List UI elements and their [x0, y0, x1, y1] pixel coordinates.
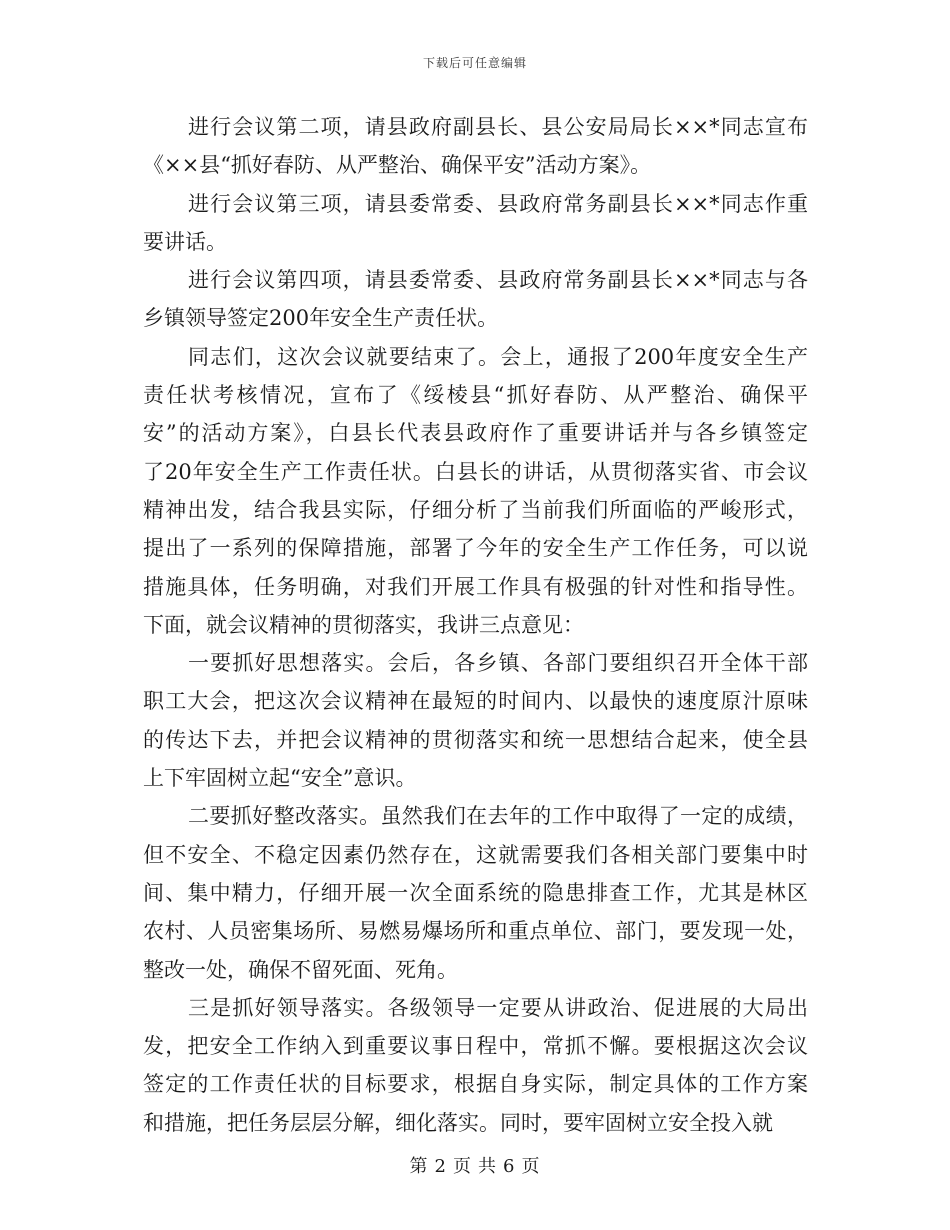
text-line: 间、集中精力，仔细开展一次全面系统的隐患排查工作，尤其是林区 — [143, 880, 808, 905]
text-line: 了20年安全生产工作责任状。白县长的讲话，从贯彻落实省、市会议 — [143, 459, 808, 484]
text-line: 精神出发，结合我县实际，仔细分析了当前我们所面临的严峻形式， — [143, 497, 808, 522]
text-line: 上下牢固树立起“安全”意识。 — [143, 766, 417, 791]
text-line: 一要抓好思想落实。会后，各乡镇、各部门要组织召开全体干部 — [188, 651, 808, 676]
document-header-note: 下载后可任意编辑 — [422, 56, 527, 70]
text-line: 同志们，这次会议就要结束了。会上，通报了200年度安全生产 — [188, 344, 808, 369]
text-line: 但不安全、不稳定因素仍然存在，这就需要我们各相关部门要集中时 — [143, 842, 808, 867]
footer-total-word: 共 — [478, 1156, 497, 1177]
text-line: 提出了一系列的保障措施，部署了今年的安全生产工作任务，可以说 — [143, 536, 808, 561]
footer-suffix: 页 — [521, 1156, 541, 1177]
document-body — [143, 108, 808, 1142]
text-line: 下面，就会议精神的贯彻落实，我讲三点意见： — [143, 612, 584, 637]
footer-current-page: 2 — [434, 1156, 447, 1177]
footer-total-pages: 6 — [503, 1156, 516, 1177]
text-line: 职工大会，把这次会议精神在最短的时间内、以最快的速度原汁原味 — [143, 689, 808, 714]
text-line: 要讲话。 — [143, 229, 227, 254]
text-line: 三是抓好领导落实。各级领导一定要从讲政治、促进展的大局出 — [188, 995, 808, 1020]
text-line: 发，把安全工作纳入到重要议事日程中，常抓不懈。要根据这次会议 — [143, 1034, 808, 1059]
footer-prefix: 第 — [409, 1156, 429, 1177]
text-line: 整改一处，确保不留死面、死角。 — [143, 957, 458, 982]
text-line: 乡镇领导签定200年安全生产责任状。 — [143, 306, 499, 331]
text-line: 二要抓好整改落实。虽然我们在去年的工作中取得了一定的成绩， — [188, 804, 808, 829]
text-line: 措施具体，任务明确，对我们开展工作具有极强的针对性和指导性。 — [143, 574, 808, 599]
text-line: 签定的工作责任状的目标要求，根据自身实际，制定具体的工作方案 — [143, 1072, 808, 1097]
text-line: 农村、人员密集场所、易燃易爆场所和重点单位、部门，要发现一处， — [143, 919, 808, 944]
text-line: 进行会议第二项，请县政府副县长、县公安局局长××*同志宣布 — [188, 115, 808, 139]
text-line: 和措施，把任务层层分解，细化落实。同时，要牢固树立安全投入就 — [143, 1110, 773, 1135]
text-line: 的传达下去，并把会议精神的贯彻落实和统一思想结合起来，使全县 — [143, 727, 808, 752]
text-line: 安”的活动方案》，白县长代表县政府作了重要讲话并与各乡镇签定 — [143, 421, 808, 446]
page-footer — [0, 1152, 950, 1178]
text-line: 责任状考核情况，宣布了《绥棱县“抓好春防、从严整治、确保平 — [143, 383, 808, 408]
text-line: 进行会议第四项，请县委常委、县政府常务副县长××*同志与各 — [188, 268, 808, 293]
text-line: 进行会议第三项，请县委常委、县政府常务副县长××*同志作重 — [188, 191, 808, 216]
footer-page-word: 页 — [453, 1156, 472, 1177]
text-line: 《××县“抓好春防、从严整治、确保平安”活动方案》。 — [143, 153, 652, 178]
